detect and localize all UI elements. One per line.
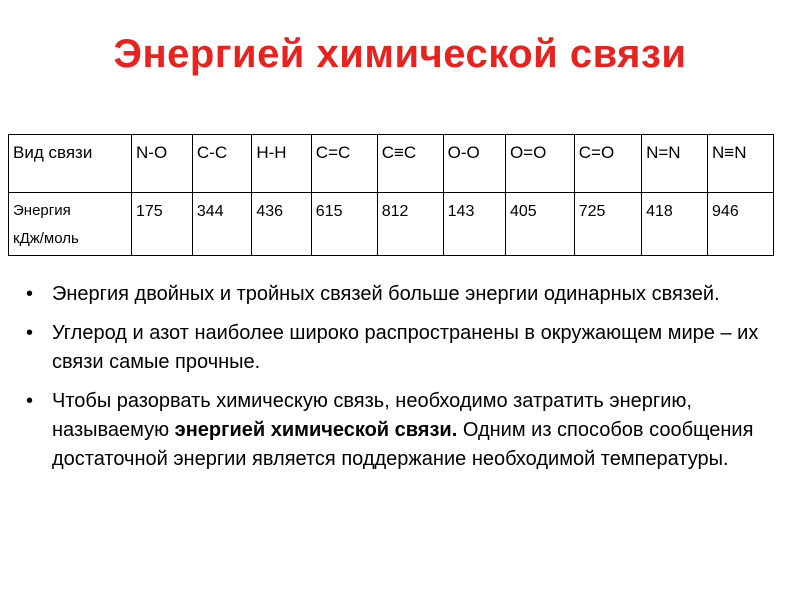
bullet-item-1 xyxy=(26,280,774,309)
bullet-item-3 xyxy=(26,387,774,474)
bullet-marker: • xyxy=(26,322,34,344)
bullet-text-bold-term: энергией химической связи. xyxy=(174,419,458,441)
table-row-energies xyxy=(9,193,774,256)
table-cell-energy: 436 xyxy=(252,193,311,256)
row-label-energy xyxy=(9,193,132,256)
table-cell-energy: 946 xyxy=(708,193,774,256)
bullet-text: Углерод и азот наиболее широко распространены в окружающем мире – их связи самые прочные. xyxy=(52,322,759,373)
slide-title: Энергией химической связи xyxy=(113,32,687,76)
table-cell-energy: 143 xyxy=(443,193,505,256)
table-cell-energy: 812 xyxy=(377,193,443,256)
table-cell-energy: 725 xyxy=(574,193,641,256)
table-cell-bond: O-O xyxy=(443,135,505,193)
bullet-item-2 xyxy=(26,319,774,377)
table-cell-bond: N≡N xyxy=(708,135,774,193)
table-row-bond-types xyxy=(9,135,774,193)
table-cell-bond: N=N xyxy=(642,135,708,193)
bullet-list xyxy=(26,280,774,484)
bullet-marker: • xyxy=(26,390,34,412)
table-cell-energy: 405 xyxy=(505,193,574,256)
table-cell-bond: C=O xyxy=(574,135,641,193)
row-label-energy-unit: кДж/моль xyxy=(13,230,79,247)
table-cell-bond: C-C xyxy=(192,135,251,193)
table-cell-energy: 418 xyxy=(642,193,708,256)
table-cell-bond: C≡C xyxy=(377,135,443,193)
table-cell-bond: O=O xyxy=(505,135,574,193)
row-label-bond-type: Вид связи xyxy=(9,135,132,193)
table-cell-energy: 344 xyxy=(192,193,251,256)
table-cell-energy: 175 xyxy=(132,193,193,256)
table-cell-bond: C=C xyxy=(311,135,377,193)
bond-energy-table xyxy=(8,134,774,256)
bullet-text-part2: Одним из способов сообщения достаточной энергии является поддержание необходимой температуры. xyxy=(52,419,754,470)
bullet-text-part1: Чтобы разорвать химическую связь, необходимо затратить энергию, называемую xyxy=(52,390,692,441)
table-cell-bond: H-H xyxy=(252,135,311,193)
table-cell-bond: N-O xyxy=(132,135,193,193)
row-label-energy-line1: Энергия xyxy=(13,202,71,219)
bullet-marker: • xyxy=(26,283,34,305)
bullet-text: Энергия двойных и тройных связей больше энергии одинарных связей. xyxy=(52,283,720,305)
table-cell-energy: 615 xyxy=(311,193,377,256)
